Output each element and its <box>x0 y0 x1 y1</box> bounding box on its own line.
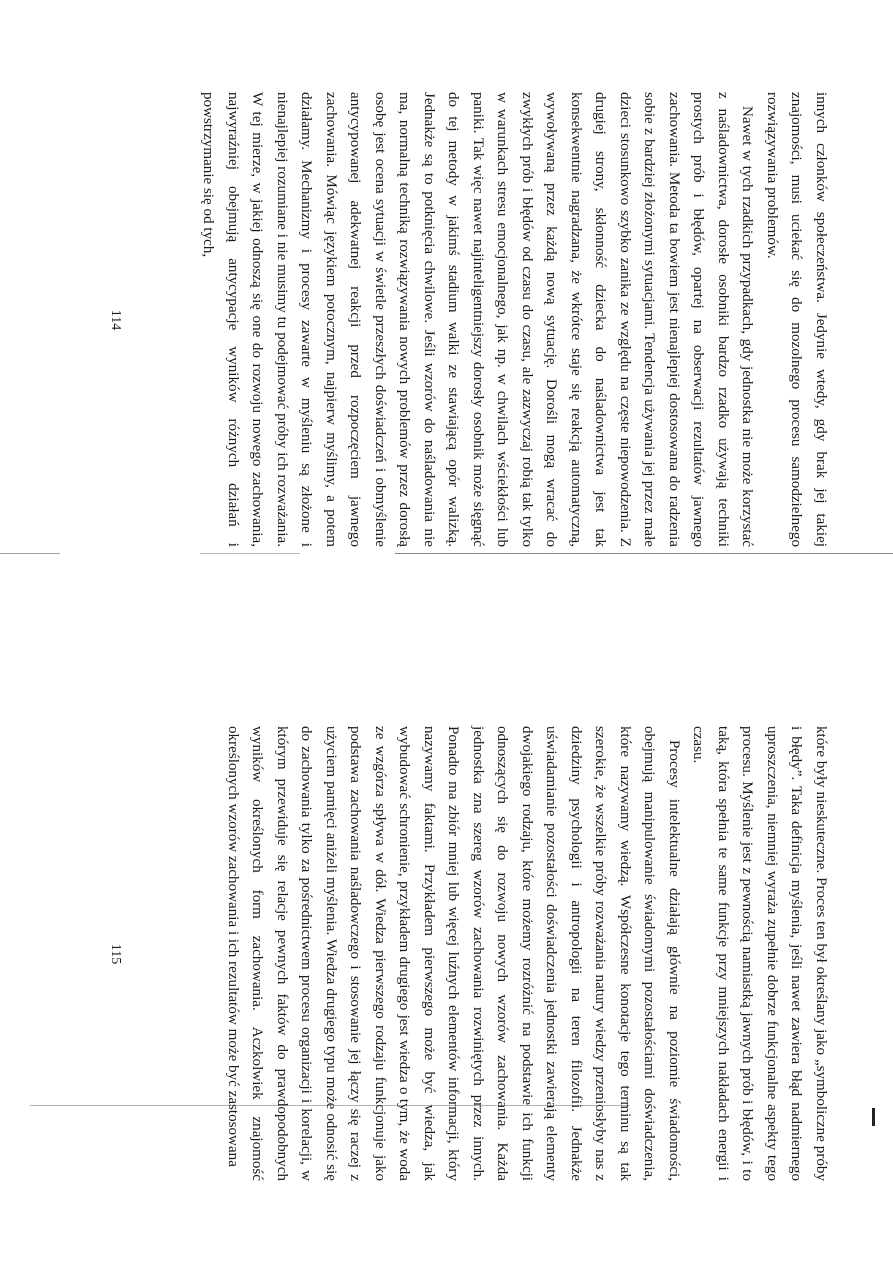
right-page-text <box>221 726 834 1181</box>
paragraph: Procesy intelektualne działają głównie na poziomie świadomości, obejmują manipulowanie świadomymi pozostałościami doświadczenia, które nazywamy wiedzą. Współczesne konotacje tego terminu są tak szerokie, że wszelkie próby rozważania natury wiedzy przeniosłyby nas z dziedziny psychologii i antropologii na teren filozofii. Jednakże uświadamianie pozostałości doświadczenia jednostki zawierają elementy dwojakiego rodzaju, które możemy rozróżnić na podstawie ich funkcji odnoszących się do rozwoju nowych wzorów zachowania. Każda jednostka zna szereg wzorów zachowania rozwiniętych przez innych. Ponadto ma zbiór mniej lub więcej luźnych elementów informacji, który nazywamy faktami. Przykładem pierwszego może być wiedza, jak wybudować schronienie, przykładem drugiego jest wiedza o tym, że woda ze wzgórza spływa w dół. Wiedza pierwszego rodzaju funkcjonuje jako podstawa zachowania naśladowczego i stosowanie jej łączy się raczej z użyciem pamięci aniżeli myślenia. Wiedza drugiego typu może odnosić się do zachowania tylko za pośrednictwem procesu organizacji i korelacji, w którym przewiduje się relacje pewnych faktów do prawdopodobnych wyników określonych form zachowania. Aczkolwiek znajomość określonych wzorów zachowania i ich rezultatów może być zastosowana <box>225 726 682 1181</box>
scan-artifact-line <box>0 553 60 554</box>
page-number: 115 <box>108 943 123 965</box>
paragraph: innych członków społeczeństwa. Jedynie wtedy, gdy brak jej takiej znajomości, musi uciekać się do mozolnego procesu samodzielnego rozwiązywania problemów. <box>764 92 829 547</box>
left-page-text <box>196 92 833 547</box>
page-number: 114 <box>108 309 123 331</box>
paragraph: Nawet w tych rzadkich przypadkach, gdy jednostka nie może korzystać z naśladownictwa, dorosłe osobniki bardzo rzadko używają techniki prostych prób i błędów, opartej na obserwacji rezultatów jawnego zachowania. Metoda ta bowiem jest nienajlepiej dostosowana do radzenia sobie z bardziej złożonymi sytuacjami. Tendencja używania jej przez małe dzieci stosunkowo szybko zanika ze względu na częste niepowodzenia. Z drugiej strony, skłonność dziecka do naśladownictwa jest tak konsekwentnie nagradzana, że wkrótce staje się reakcją automatyczną, wywoływaną przez każdą nową sytuację. Dorośli mogą wracać do zwykłych prób i błędów od czasu do czasu, ale zazwyczaj robią tak tylko w warunkach stresu emocjonalnego, jak np. w chwilach wściekłości lub paniki. Tak więc nawet najinteligentniejszy dorosły osobnik może sięgnąć do tej metody w jakimś stadium walki ze stawiającą opór walizką. Jednakże są to potknięcia chwilowe. Jeśli wzorów do naśladowania nie ma, normalną techniką rozwiązywania nowych problemów przez dorosłą osobę jest ocena sytuacji w świetle przeszłych doświadczeń i obmyślenie antycypowanej adekwatnej reakcji przed rozpoczęciem jawnego zachowania. Mówiąc językiem potocznym, najpierw myślimy, a potem działamy. Mechanizmy i procesy zawarte w myśleniu są złożone i nienajlepiej rozumiane i nie musimy tu podejmować próby ich rozważania. W tej mierze, w jakiej odnoszą się one do rozwoju nowego zachowania, najwyraźniej obejmują antycypacje wyników różnych działań i powstrzymanie się od tych, <box>200 92 756 547</box>
paragraph: które były nieskuteczne. Proces ten był określany jako „symboliczne próby i błędy”. Taka definicja myślenia, jeśli nawet zawiera błąd nadmiernego uproszczenia, niemniej wyraża zupełnie dobrze funkcjonalne aspekty tego procesu. Myślenie jest z pewnością namiastką jawnych prób i błędów, i to taką, która spełnia te same funkcje przy mniejszych nakładach energii i czasu. <box>690 726 829 1181</box>
scan-artifact-line <box>200 553 300 554</box>
scan-artifact-mark <box>872 1108 875 1126</box>
left-page <box>0 0 893 631</box>
scan-edge-line <box>30 1105 630 1106</box>
page-gutter-line <box>395 553 893 554</box>
right-page <box>0 632 893 1263</box>
